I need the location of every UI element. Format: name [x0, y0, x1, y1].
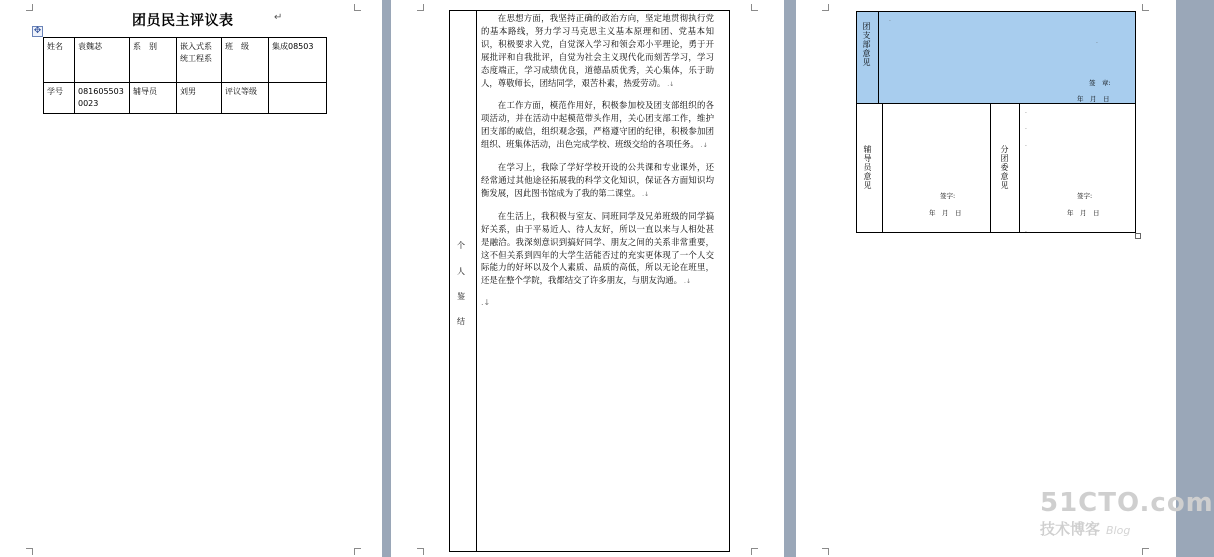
paragraph-text: 在思想方面，我坚持正确的政治方向，坚定地贯彻执行党的基本路线，努力学习马克思主义基本原理和团、党基本知识，积极要求入党，自觉深入学习和领会邓小平理论，勇于开展批评和自我批评，自觉为社会主义现代化而刻苦学习，学习态度端正，学习成绩优良，道德品质优秀，关心集体，乐于助人，尊敬师长，团结同学，艰苦朴素，热爱劳动。 — [481, 13, 714, 88]
cell-divider — [882, 103, 883, 232]
crop-mark — [822, 4, 829, 11]
table-cell[interactable]: 集成08503 — [269, 38, 327, 83]
watermark — [1040, 488, 1214, 539]
sub-committee-opinion-label: 分团委意见 — [1000, 145, 1009, 190]
crop-mark — [354, 548, 361, 555]
watermark-blog: Blog — [1106, 524, 1131, 537]
cell-divider — [1019, 103, 1020, 232]
table-cell[interactable]: 学号 — [44, 83, 75, 114]
league-branch-opinion-cell[interactable] — [856, 11, 1136, 105]
table-cell[interactable]: 0816055030023 — [75, 83, 130, 114]
watermark-logo: 51CTO.com — [1040, 488, 1214, 518]
paragraph-mark-icon: . — [1025, 108, 1027, 115]
date-label: 年 月 日 — [1067, 209, 1100, 217]
cell-divider — [990, 103, 991, 232]
personal-summary-text[interactable] — [481, 12, 714, 310]
summary-paragraph — [481, 161, 714, 202]
watermark-subtitle: 技术博客 — [1040, 520, 1101, 538]
side-label-char: 结 — [457, 317, 465, 326]
paragraph-mark-icon: . — [1096, 38, 1098, 45]
crop-mark — [354, 4, 361, 11]
paragraph-mark-icon: . — [1025, 227, 1027, 234]
paragraph-mark-icon: .↓ — [700, 142, 708, 150]
signature-label: 签字: — [940, 192, 956, 200]
table-cell[interactable]: 评议等级 — [222, 83, 269, 114]
crop-mark — [1142, 548, 1149, 555]
paragraph-mark-icon: .↓ — [667, 80, 675, 88]
paragraph-text: 在学习上，我除了学好学校开设的公共课和专业课外，还经常通过其他途径拓展我的科学文化知识，保证各方面知识均衡发展，因此图书馆成为了我的第二课堂。 — [481, 162, 714, 198]
summary-paragraph — [481, 210, 714, 289]
paragraph-mark-icon: .↓ — [642, 190, 650, 198]
counselor-opinion-label: 辅导员意见 — [863, 145, 872, 190]
paragraph-text: 在工作方面，模范作用好，积极参加校及团支部组织的各项活动，并在活动中起模范带头作用，关心团支部工作，维护团支部的威信，组织观念强，严格遵守团的纪律，积极参加团组织、班集体活动，出色完成学校、班级交给的各项任务。 — [481, 100, 714, 150]
table-cell[interactable]: 姓名 — [44, 38, 75, 83]
table-cell[interactable]: 嵌入式系统工程系 — [177, 38, 222, 83]
crop-mark — [751, 548, 758, 555]
summary-paragraph — [481, 12, 714, 91]
crop-mark — [822, 548, 829, 555]
table-resize-handle[interactable] — [1135, 233, 1141, 239]
table-cell[interactable]: 班 级 — [222, 38, 269, 83]
table-move-handle-icon[interactable]: ✥ — [33, 26, 42, 36]
paragraph-mark-icon: ↵ — [274, 12, 283, 23]
side-label-char: 个 — [457, 241, 465, 250]
document-title: 团员民主评议表 — [132, 13, 234, 29]
league-branch-opinion-label: 团支部意见 — [862, 22, 871, 67]
crop-mark — [751, 4, 758, 11]
info-table — [43, 37, 327, 114]
table-cell[interactable]: 袁魏苾 — [75, 38, 130, 83]
date-label: 年 月 日 — [929, 209, 962, 217]
crop-mark — [417, 548, 424, 555]
table-row — [44, 38, 327, 83]
paragraph-mark-icon: . — [1025, 141, 1027, 148]
crop-mark — [1142, 4, 1149, 11]
side-label-char: 鉴 — [457, 292, 465, 301]
signature-label: 签字: — [1077, 192, 1093, 200]
paragraph-mark-icon: .↓ — [684, 278, 691, 286]
table-cell[interactable]: 系 别 — [130, 38, 177, 83]
paragraph-text: 在生活上，我积极与室友、同班同学及兄弟班级的同学搞好关系，由于平易近人、待人友好，所以一直以来与人相处甚是融洽。我深刻意识到搞好同学、朋友之间的关系非常重要，这不但关系到四年的大学生活能否过的充实更体现了一个人交际能力的好坏以及个人素质、品质的高低，所以无论在班里，还是在整个学院，我都结交了许多朋友，与朋友沟通。 — [481, 210, 714, 286]
paragraph-mark-icon: . — [1025, 124, 1027, 131]
table-cell[interactable] — [269, 83, 327, 114]
table-row — [44, 83, 327, 114]
stamp-label: 签 章: — [1089, 79, 1111, 87]
paragraph-mark-icon: .↓ — [481, 298, 491, 308]
table-cell[interactable]: 刘男 — [177, 83, 222, 114]
crop-mark — [417, 4, 424, 11]
crop-mark — [26, 548, 33, 555]
table-cell[interactable]: 辅导员 — [130, 83, 177, 114]
side-label-char: 人 — [457, 267, 465, 276]
summary-paragraph — [481, 99, 714, 153]
cell-divider — [878, 11, 879, 104]
paragraph-mark-icon: . — [889, 16, 891, 23]
crop-mark — [26, 4, 33, 11]
summary-table-divider — [476, 10, 477, 551]
date-label: 年 月 日 — [1077, 95, 1110, 103]
